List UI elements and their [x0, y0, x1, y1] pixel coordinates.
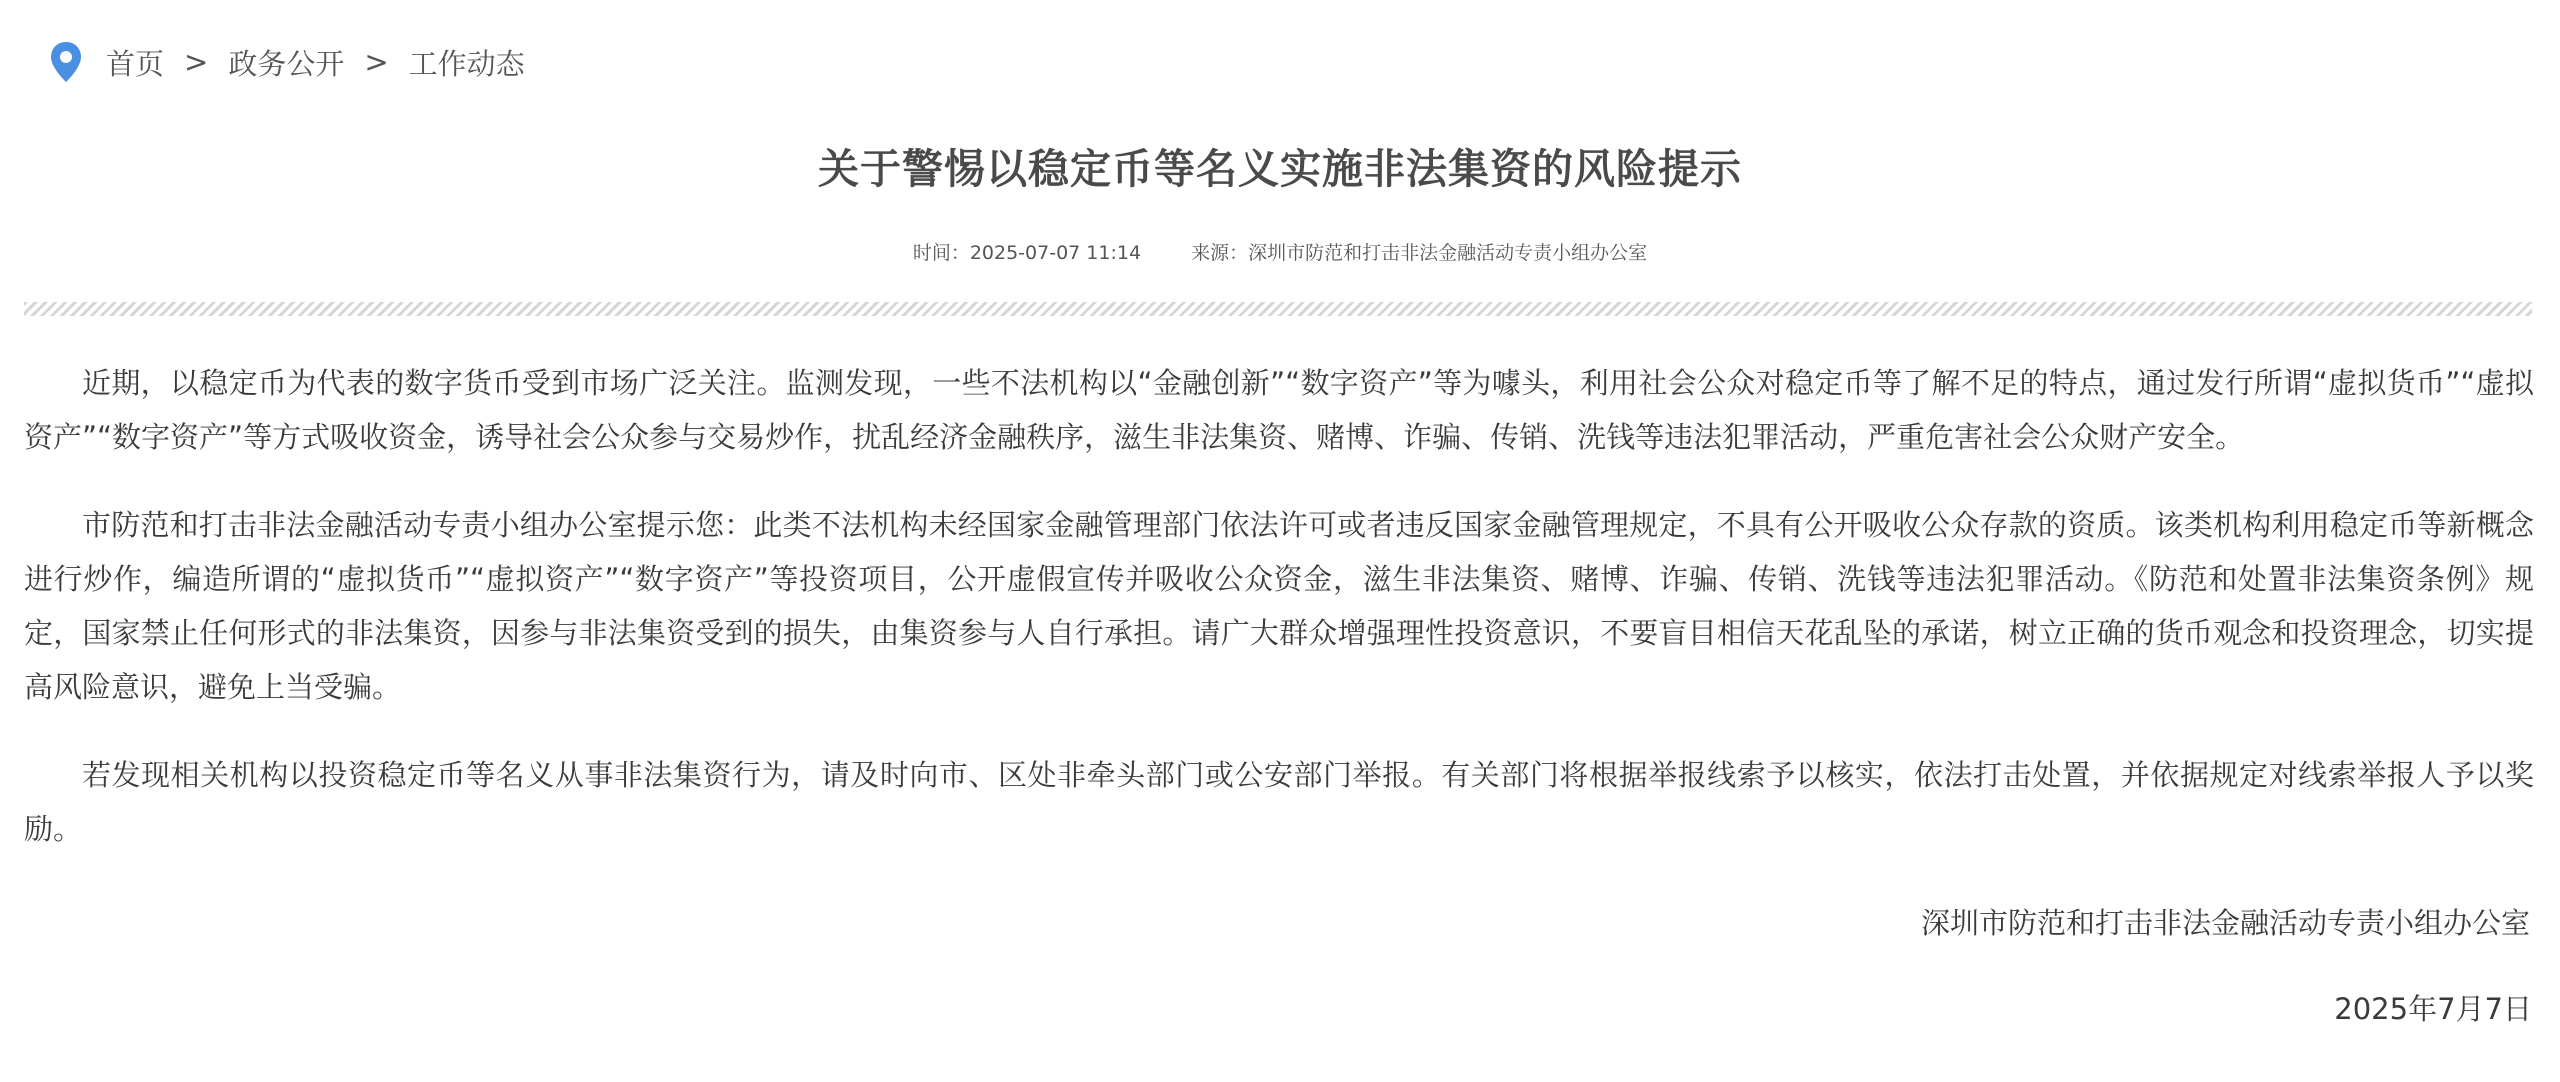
breadcrumb-government-affairs-link[interactable]: 政务公开 [228, 46, 345, 81]
location-pin-icon [48, 40, 84, 84]
publish-time: 时间：2025-07-07 11:14 [912, 242, 1142, 264]
breadcrumb [48, 38, 525, 86]
article-title: 关于警惕以稳定币等名义实施非法集资的风险提示 [818, 145, 1742, 193]
body-paragraph: 市防范和打击非法金融活动专责小组办公室提示您：此类不法机构未经国家金融管理部门依法许可或者违反国家金融管理规定，不具有公开吸收公众存款的资质。该类机构利用稳定币等新概念进行炒作，编造所谓的“虚拟货币”“虚拟资产”“数字资产”等投资项目，公开虚假宣传并吸收公众资金，滋生非法集资、赌博、诈骗、传销、洗钱等违法犯罪活动。《防范和处置非法集资条例》规定，国家禁止任何形式的非法集资，因参与非法集资受到的损失，由集资参与人自行承担。请广大群众增强理性投资意识，不要盲目相信天花乱坠的承诺，树立正确的货币观念和投资理念，切实提高风险意识，避免上当受骗。 [24, 508, 2534, 704]
article-meta [0, 238, 2560, 265]
breadcrumb-work-news-link[interactable]: 工作动态 [408, 46, 525, 81]
article-body [24, 356, 2534, 890]
breadcrumb-separator: > [184, 45, 209, 79]
signature-date: 2025年7月7日 [2334, 992, 2532, 1026]
title-divider [24, 302, 2532, 316]
breadcrumb-home-link[interactable]: 首页 [106, 46, 165, 81]
signature: 深圳市防范和打击非法金融活动专责小组办公室 [1920, 906, 2530, 940]
breadcrumb-separator: > [364, 45, 389, 79]
body-paragraph: 近期，以稳定币为代表的数字货币受到市场广泛关注。监测发现，一些不法机构以“金融创新”“数字资产”等为噱头，利用社会公众对稳定币等了解不足的特点，通过发行所谓“虚拟货币”“虚拟资产”“数字资产”等方式吸收资金，诱导社会公众参与交易炒作，扰乱经济金融秩序，滋生非法集资、赌博、诈骗、传销、洗钱等违法犯罪活动，严重危害社会公众财产安全。 [24, 366, 2534, 454]
body-paragraph: 若发现相关机构以投资稳定币等名义从事非法集资行为，请及时向市、区处非牵头部门或公安部门举报。有关部门将根据举报线索予以核实，依法打击处置，并依据规定对线索举报人予以奖励。 [24, 758, 2534, 846]
article-source: 来源：深圳市防范和打击非法金融活动专责小组办公室 [1191, 242, 1648, 264]
